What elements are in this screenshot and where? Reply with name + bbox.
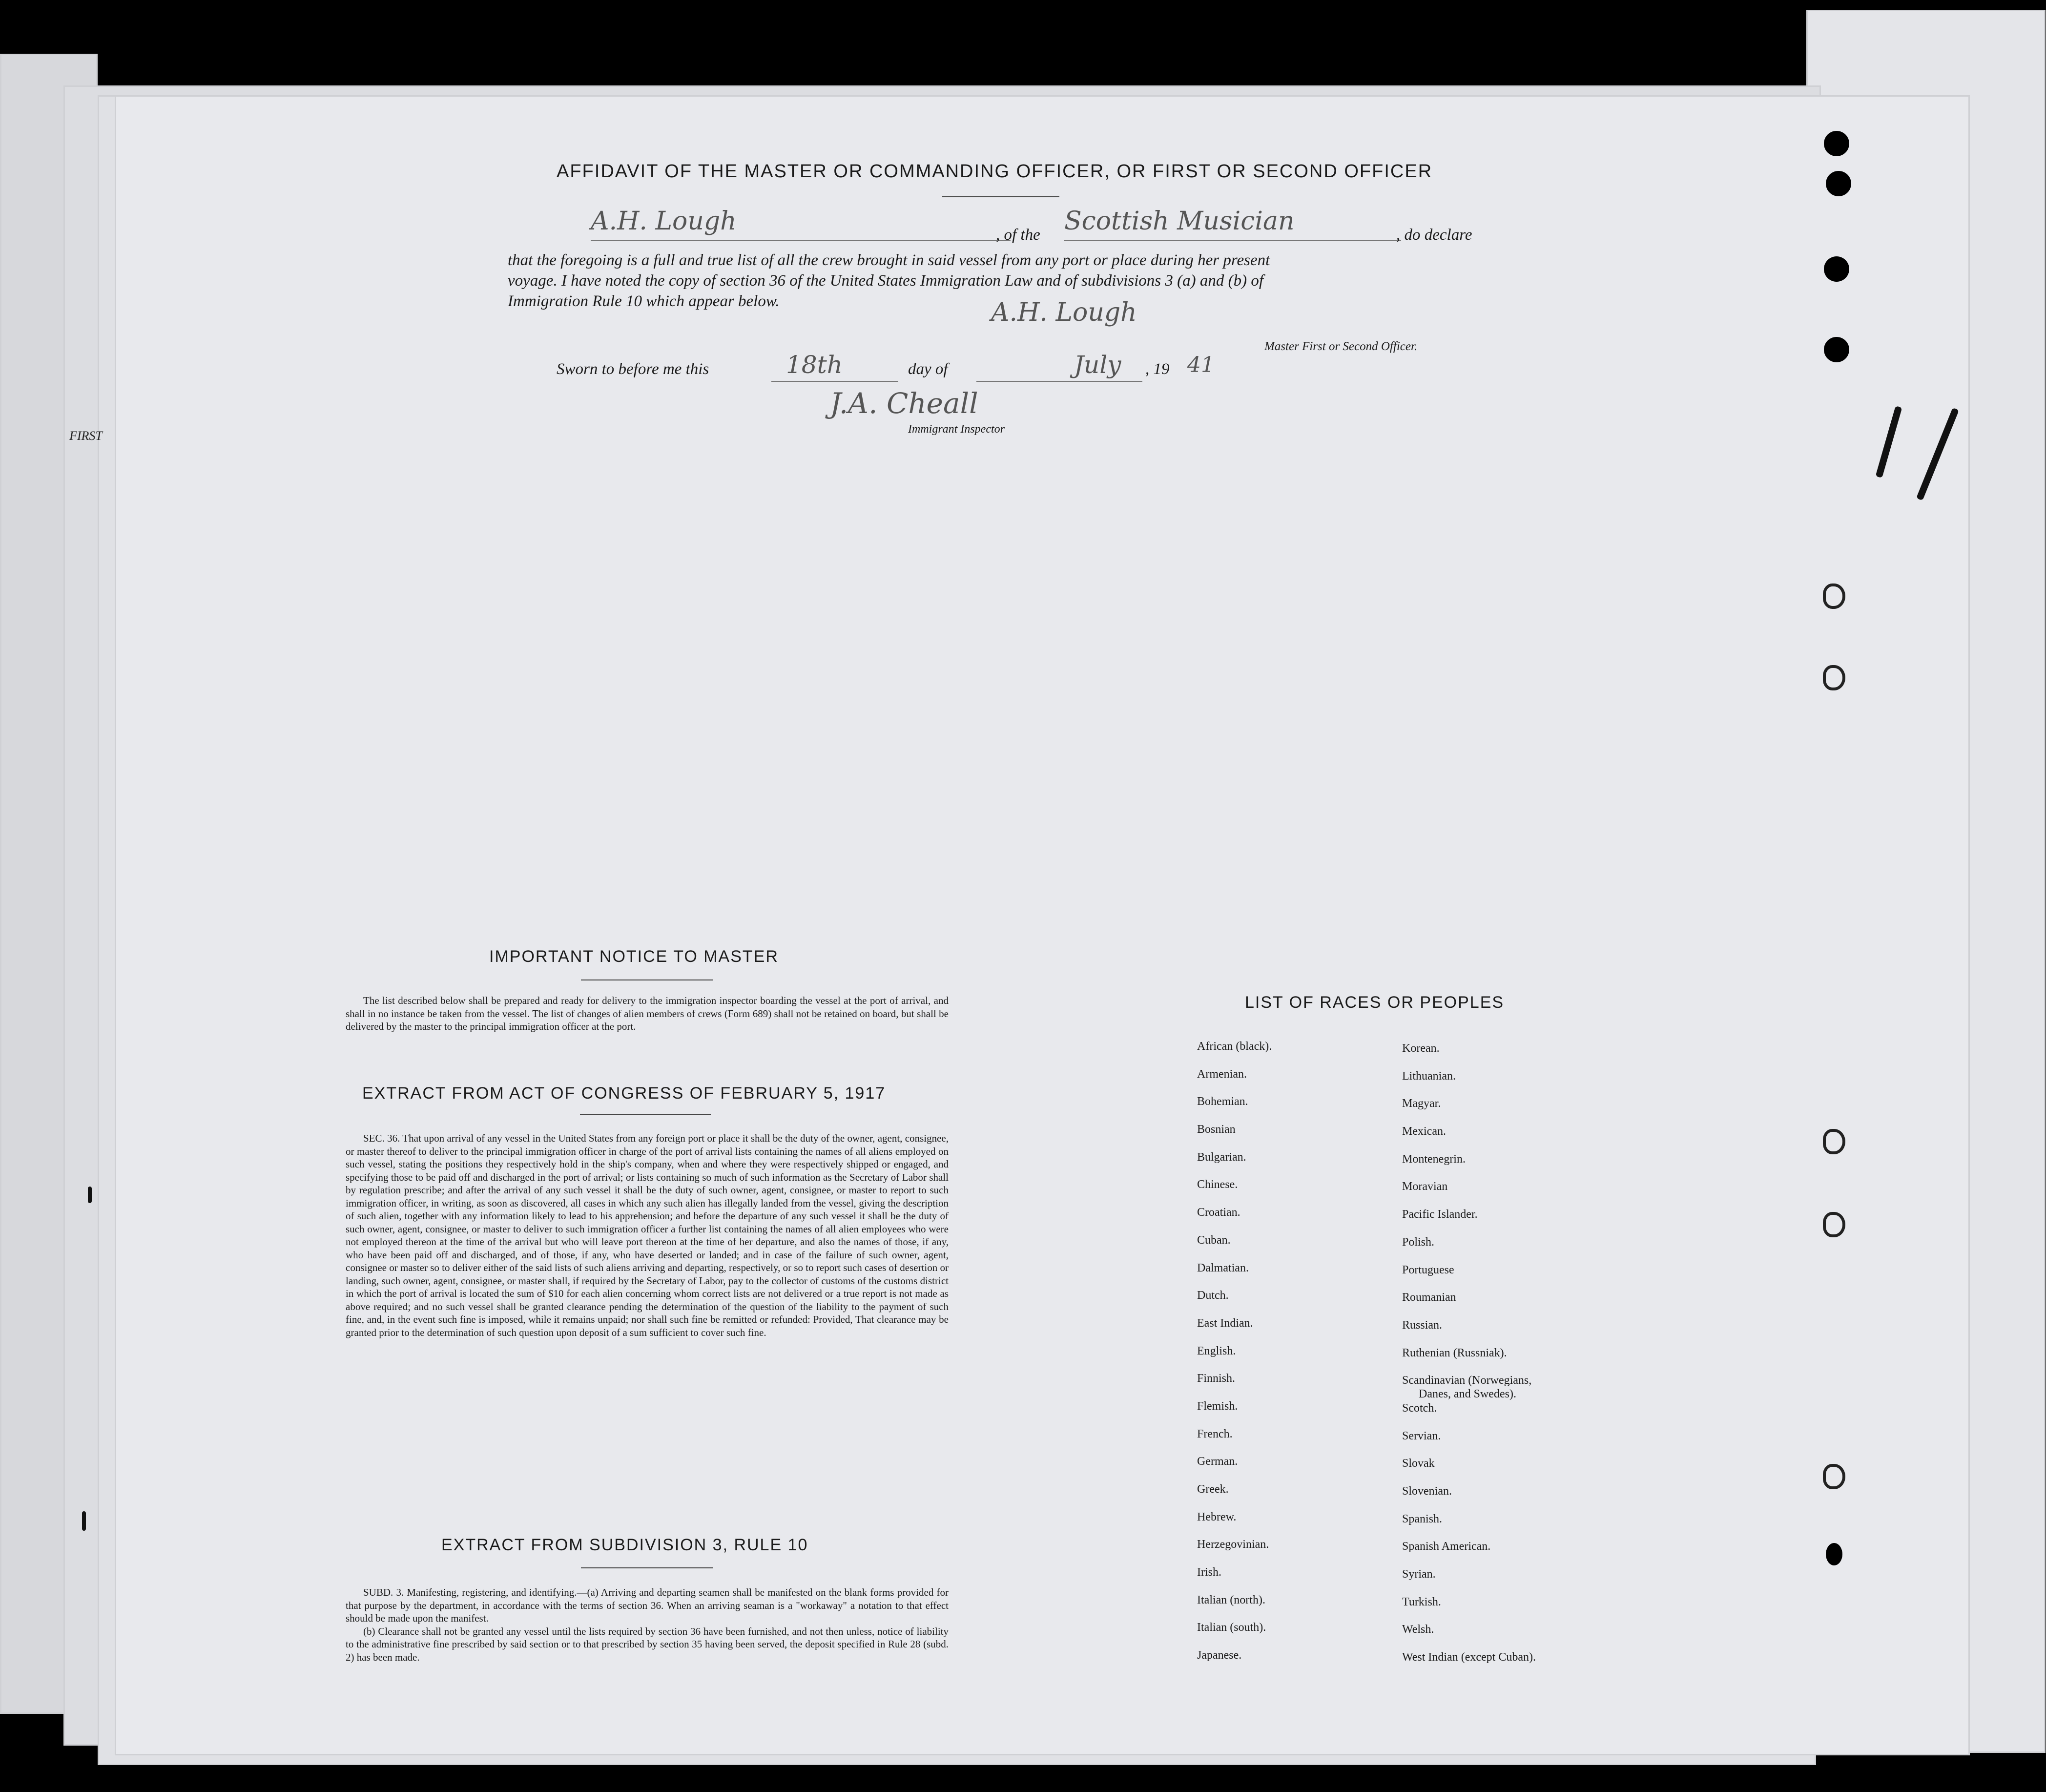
margin-word: FIRST <box>69 429 103 443</box>
race-item: East Indian. <box>1197 1316 1253 1330</box>
affidavit-line-3: voyage. I have noted the copy of section 36 of the United States Immigration Law and of subdivisions 3 (a) and (b) of <box>508 272 1264 290</box>
extract-rule-text <box>346 1586 949 1664</box>
race-item: Moravian <box>1402 1180 1448 1193</box>
race-item: English. <box>1197 1344 1236 1357</box>
race-item: Lithuanian. <box>1402 1069 1456 1083</box>
punch-hole-open <box>1823 1464 1845 1489</box>
extract-rule-para-a: SUBD. 3. Manifesting, registering, and identifying.—(a) Arriving and departing seamen shall be manifested on the blank forms provided for that purpose by the department, in accordance with the terms of section 36. When an arriving seaman is a "workaway" a notation to that effect should be made upon the manifest. <box>346 1586 949 1624</box>
margin-mark <box>82 1511 86 1531</box>
sworn-year: 41 <box>1187 353 1215 377</box>
title-divider <box>942 196 1059 197</box>
race-item: Magyar. <box>1402 1097 1441 1110</box>
inspector-caption: Immigrant Inspector <box>908 423 1005 436</box>
race-item: African (black). <box>1197 1040 1272 1053</box>
extract-act-text <box>346 1132 949 1339</box>
extract-act-paragraph: SEC. 36. That upon arrival of any vessel in the United States from any foreign port or place it shall be the duty of the owner, agent, consignee, or master thereof to deliver to the principal immigration officer in charge of the port of arrival lists containing the names of all aliens employed on such vessel, stating the positions they respectively hold in the ship's company, when and where they were respectively shipped or engaged, and specifying those to be paid off and discharged in the port of arrival; or lists containing so much of such information as the Secretary of Labor shall by regulation prescribe; and after the arrival of any such vessel it shall be the duty of such owner, agent, consignee, or master to report to such immigration officer, in writing, as soon as discovered, all cases in which any such alien has illegally landed from the vessel, giving the description of such alien, together with any information likely to lead to his apprehension; and before the departure of any such vessel it shall be the duty of such owner, agent, consignee, or master to deliver to such immigration officer a further list containing the names of all alien employees who were not employed thereon at the time of the arrival but who will leave port thereon at the time of her departure, and also the names of those, if any, who have been paid off and discharged, and of those, if any, who have deserted or landed; and in case of the failure of such owner, agent, consignee or master so to deliver either of the said lists of such aliens arriving and departing, respectively, or so to report such cases of desertion or landing, such owner, agent, consignee, or master shall, if required by the Secretary of Labor, pay to the collector of customs of the customs district in which the port of arrival is located the sum of $10 for each alien concerning whom correct lists are not delivered or a true report is not made as above required; and no such vessel shall be granted clearance pending the determination of the question of the liability to the payment of such fine, and, in the event such fine is imposed, while it remains unpaid; nor shall such fine be remitted or refunded: Provided, That clearance may be granted prior to the determination of such question upon deposit of a sum sufficient to cover such fine. <box>346 1132 949 1338</box>
race-item: Hebrew. <box>1197 1510 1237 1523</box>
punch-hole <box>1824 256 1849 282</box>
extract-rule-title: EXTRACT FROM SUBDIVISION 3, RULE 10 <box>441 1536 808 1554</box>
punch-hole-open <box>1823 1129 1845 1154</box>
do-declare-label: , do declare <box>1396 226 1472 244</box>
race-item: Italian (north). <box>1197 1593 1265 1606</box>
extract-rule-divider <box>581 1567 713 1568</box>
race-item: Cuban. <box>1197 1233 1231 1247</box>
race-item: Scandinavian (Norwegians, <box>1402 1374 1532 1387</box>
affidavit-title: AFFIDAVIT OF THE MASTER OR COMMANDING OFFICER, OR FIRST OR SECOND OFFICER <box>557 161 1433 182</box>
race-item: Dutch. <box>1197 1289 1229 1302</box>
notice-title: IMPORTANT NOTICE TO MASTER <box>489 947 779 966</box>
master-signature-2: A.H. Lough <box>991 298 1137 327</box>
race-item: French. <box>1197 1427 1233 1440</box>
inspector-signature: J.A. Cheall <box>830 387 978 420</box>
race-item: Montenegrin. <box>1402 1152 1466 1166</box>
punch-hole <box>1826 1543 1842 1565</box>
blank-line <box>1064 240 1401 241</box>
sworn-label: Sworn to before me this <box>557 360 709 378</box>
races-left-column <box>1197 1040 1272 1677</box>
of-the-label: , of the <box>996 226 1040 244</box>
master-caption: Master First or Second Officer. <box>1264 340 1418 353</box>
margin-mark <box>88 1187 92 1203</box>
race-item-continued: Danes, and Swedes). <box>1419 1388 1516 1401</box>
punch-hole-open <box>1823 665 1845 690</box>
race-item: Bohemian. <box>1197 1095 1248 1108</box>
extract-rule-para-b: (b) Clearance shall not be granted any vessel until the lists required by section 36 have been furnished, and not then unless, notice of liability to the administrative fine prescribed by said section or to that prescribed by section 35 having been served, the deposit specified in Rule 28 (subd. 2) has been made. <box>346 1625 949 1663</box>
blank-line <box>591 240 1011 241</box>
year-prefix: , 19 <box>1145 360 1170 378</box>
race-item: Korean. <box>1402 1042 1440 1055</box>
race-item: Bulgarian. <box>1197 1150 1246 1164</box>
punch-hole <box>1826 171 1851 196</box>
master-signature: A.H. Lough <box>591 207 737 236</box>
punch-hole-open <box>1823 1212 1845 1237</box>
vessel-name: Scottish Musician <box>1064 207 1295 236</box>
race-item: Pacific Islander. <box>1402 1208 1478 1221</box>
race-item: Syrian. <box>1402 1568 1436 1581</box>
race-item: Ruthenian (Russniak). <box>1402 1346 1507 1359</box>
race-item: Japanese. <box>1197 1649 1242 1662</box>
notice-text <box>346 994 949 1033</box>
race-item: Dalmatian. <box>1197 1261 1249 1274</box>
race-item: Chinese. <box>1197 1178 1238 1191</box>
extract-act-divider <box>580 1114 711 1115</box>
race-item: Roumanian <box>1402 1291 1456 1304</box>
punch-hole <box>1824 131 1849 156</box>
race-item: Welsh. <box>1402 1623 1434 1636</box>
race-item: Spanish American. <box>1402 1540 1491 1553</box>
race-item: Scotch. <box>1402 1401 1437 1415</box>
race-item: Greek. <box>1197 1483 1229 1496</box>
race-item: Italian (south). <box>1197 1621 1266 1634</box>
race-item: Mexican. <box>1402 1125 1446 1138</box>
race-item: Irish. <box>1197 1566 1221 1579</box>
day-of-label: day of <box>908 360 948 378</box>
blank-line <box>771 381 898 382</box>
race-item: Flemish. <box>1197 1399 1238 1413</box>
notice-paragraph: The list described below shall be prepared and ready for delivery to the immigration inspector boarding the vessel at the port of arrival, and shall in no instance be taken from the vessel. The list of changes of alien members of crews (Form 689) shall not be retained on board, but shall be delivered by the master to the principal immigration officer at the port. <box>346 995 949 1032</box>
race-item: Turkish. <box>1402 1595 1441 1608</box>
race-item: Croatian. <box>1197 1206 1240 1219</box>
race-item: Portuguese <box>1402 1263 1454 1276</box>
race-item: Slovak <box>1402 1457 1435 1470</box>
blank-line <box>976 381 1142 382</box>
notice-divider <box>581 979 713 980</box>
manifest-page <box>115 95 1970 1755</box>
race-item: Slovenian. <box>1402 1485 1452 1498</box>
sworn-line <box>557 360 709 378</box>
race-item: German. <box>1197 1455 1238 1468</box>
race-item: Armenian. <box>1197 1067 1247 1081</box>
punch-hole-open <box>1823 583 1845 609</box>
sworn-day: 18th <box>786 351 843 379</box>
race-item: Herzegovinian. <box>1197 1538 1269 1551</box>
affidavit-line-4: Immigration Rule 10 which appear below. <box>508 292 780 310</box>
races-right-column <box>1402 1042 1536 1679</box>
sworn-month: July <box>1074 351 1121 379</box>
race-item: West Indian (except Cuban). <box>1402 1651 1536 1664</box>
extract-act-title: EXTRACT FROM ACT OF CONGRESS OF FEBRUARY 5, 1917 <box>362 1084 886 1103</box>
race-item: Russian. <box>1402 1318 1443 1332</box>
affidavit-line-2: that the foregoing is a full and true list of all the crew brought in said vessel from any port or place during her present <box>508 251 1270 269</box>
race-item: Bosnian <box>1197 1123 1236 1136</box>
race-item: Polish. <box>1402 1235 1435 1249</box>
races-title: LIST OF RACES OR PEOPLES <box>1245 993 1505 1012</box>
race-item: Servian. <box>1402 1429 1441 1442</box>
race-item: Spanish. <box>1402 1512 1443 1525</box>
race-item: Finnish. <box>1197 1372 1236 1385</box>
punch-hole <box>1824 337 1849 362</box>
